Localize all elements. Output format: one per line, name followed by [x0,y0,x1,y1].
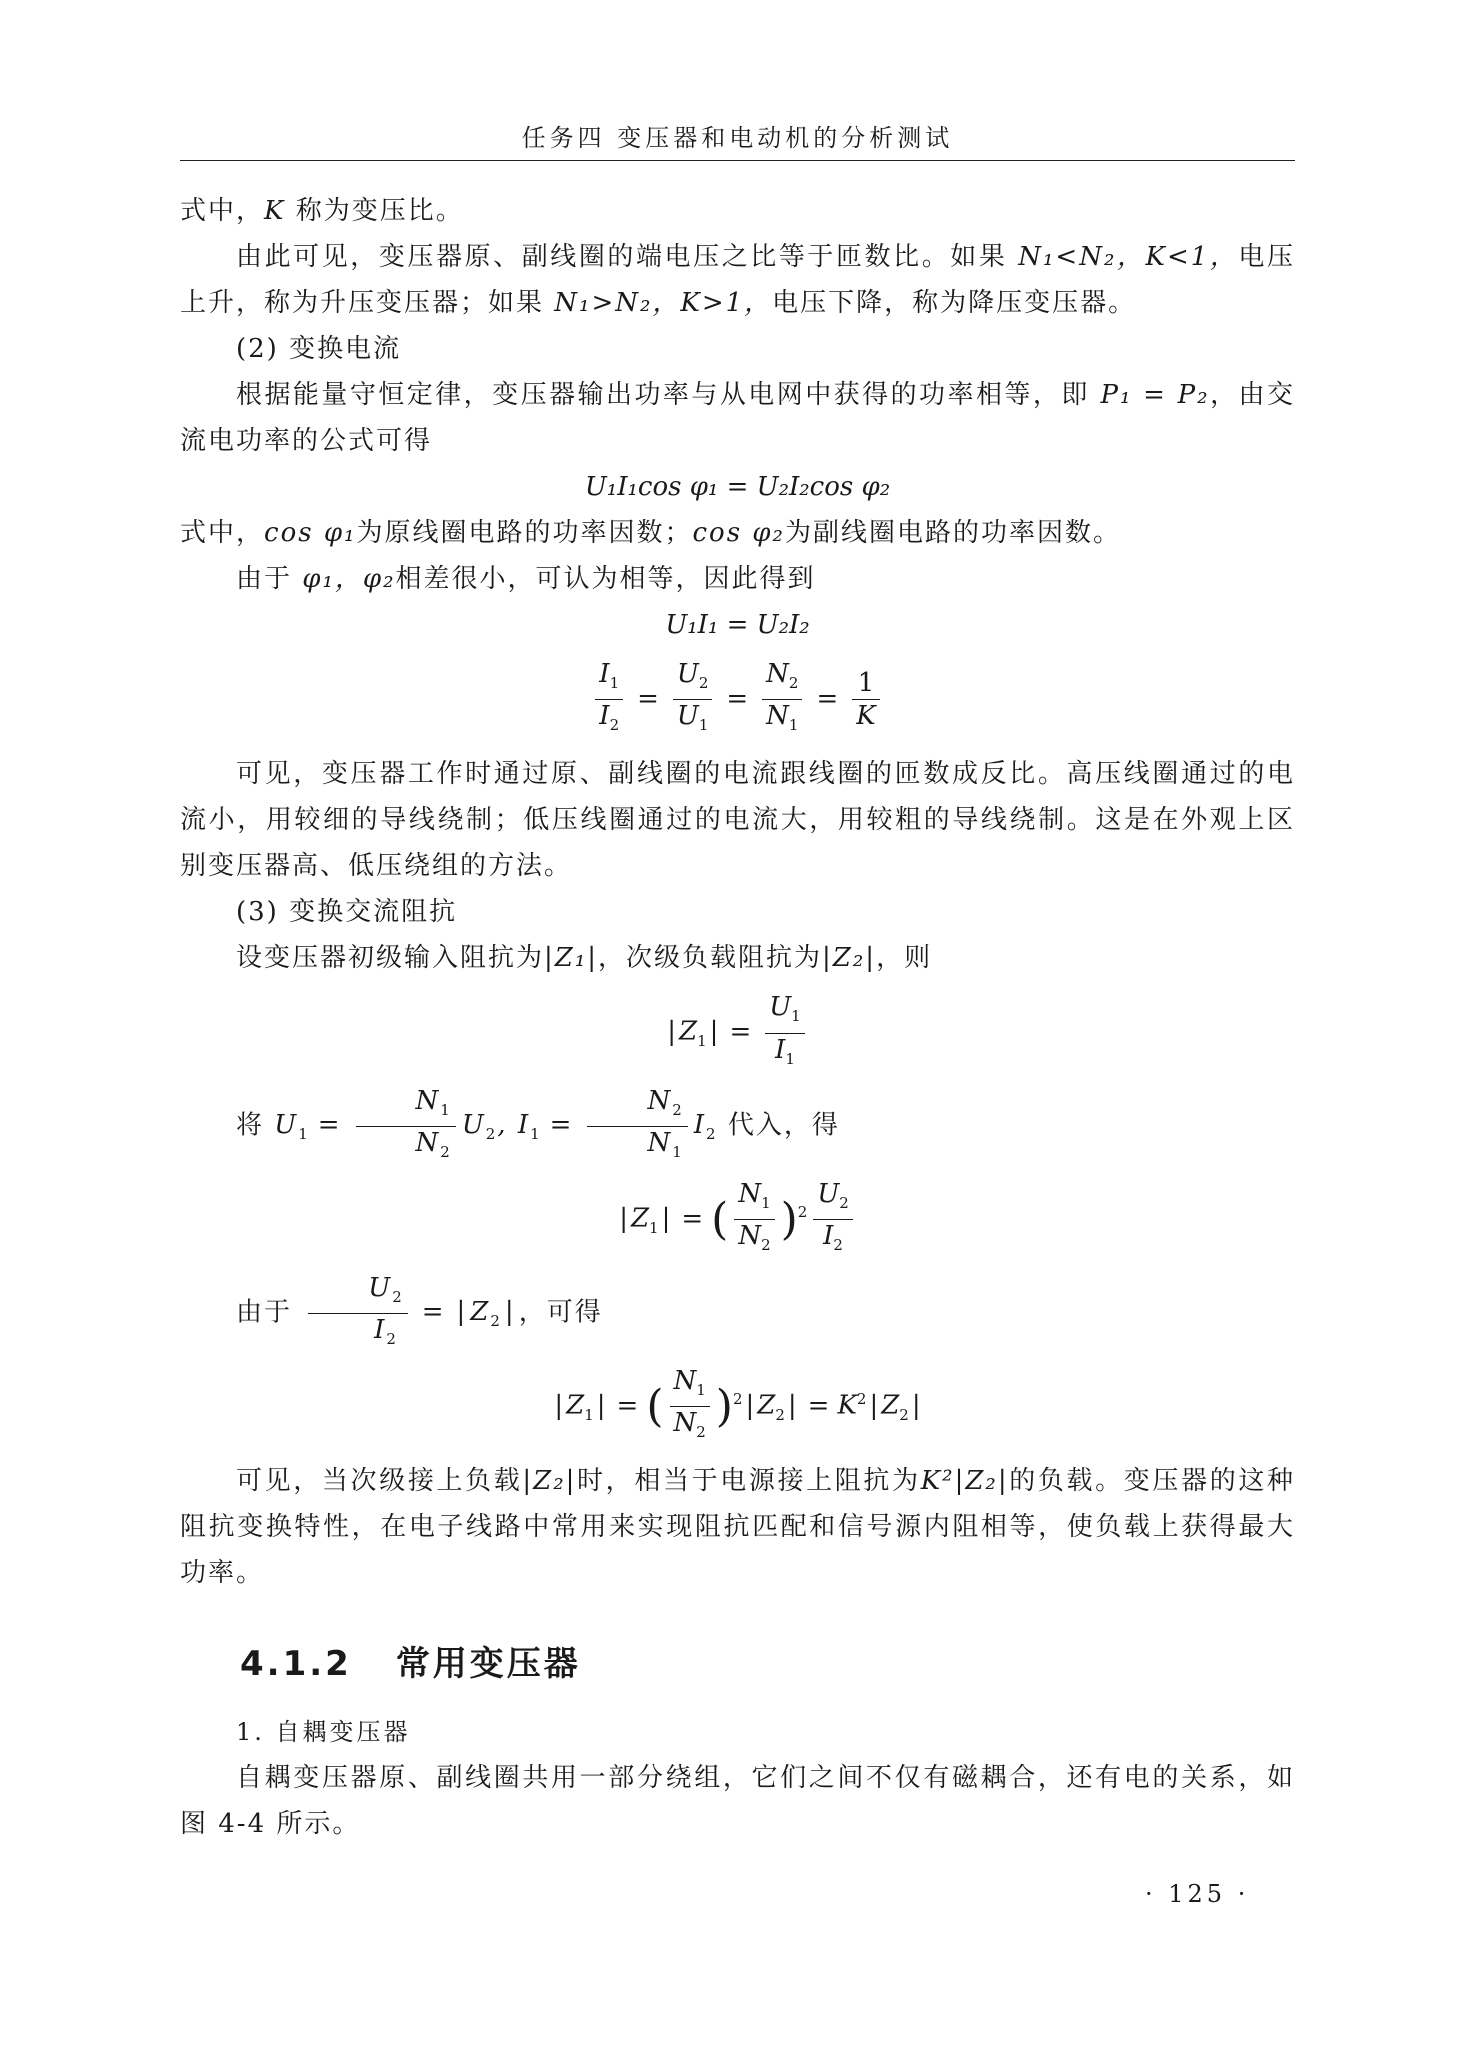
text: 电压下降，称为降压变压器。 [772,288,1137,318]
text: 的负载。变压器的这种阻抗变换特性，在电子线路中常用来实现阻抗匹配和信号源内阻相等，使负载上获得最大功率。 [180,1466,1295,1589]
fraction: $\frac{U_2}{U_1}$ [673,658,712,741]
text: 相差很小，可认为相等，因此得到 [395,564,816,594]
math-inline: cos φ₂ [692,518,785,548]
subheading-impedance: (3) 变换交流阻抗 [236,897,458,928]
math-inline: cos φ₁ [264,518,357,548]
paragraph-impedance-setup [180,935,1295,981]
equation-z1-def: | $Z_1$ | = $\frac{U_1}{I_1}$ [180,991,1295,1074]
main-content [180,188,1295,1847]
math-inline: φ₁，φ₂ [302,564,396,594]
page-number: · 125 · [1145,1880,1250,1908]
text: 可见，当次级接上负载 [236,1466,523,1497]
text: 代入，得 [717,1110,840,1141]
equation-current-ratio: $\frac{I_1}{I_2}$ = $\frac{U_2}{U_1}$ = $\frac{N_2}{N_1}$ = $\frac{1}{K}$ [180,658,1295,741]
section-number: 4.1.2 [240,1644,352,1685]
text: 由于 [236,1297,303,1328]
text: 电压上升，称为升压变压器；如果 [180,242,1295,318]
math-inline: N₁>N₂，K>1， [554,288,773,318]
section-title: 常用变压器 [395,1644,581,1685]
text: 由此可见，变压器原、副线圈的端电压之比等于匝数比。如果 [236,242,1019,272]
fraction: $\frac{N_2}{N_1}$ [762,658,802,741]
equation-z1-transformed: | $Z_1$ | = ( $\frac{N_1}{N_2}$ )$^2$ $\frac{U_2}{I_2}$ [180,1178,1295,1261]
text: ，由交流电功率的公式可得 [180,380,1295,456]
subheading-current: (2) 变换电流 [236,334,402,364]
section-heading [240,1636,1295,1685]
math-inline: |Z₁| [544,943,599,974]
header-rule [180,160,1295,161]
math-var: K [264,196,286,226]
text: ，则 [876,943,933,974]
equation-ui: U₁I₁ = U₂I₂ [665,610,810,640]
text: ，次级负载阻抗为 [598,943,823,974]
paragraph-substitute: 将 $U_1$ = $\frac{N_1}{N_2}$ $U_2$, $I_1$ = $\frac{N_2}{N_1}$ $I_2$ 代入，得 [236,1085,840,1162]
fraction: $\frac{I_1}{I_2}$ [595,658,623,741]
text: 由于 [236,564,303,594]
fraction-denominator: K [856,701,876,732]
math-inline: N₁<N₂，K<1， [1018,242,1239,272]
equation-power: U₁I₁cos φ₁ = U₂I₂cos φ₂ [584,472,891,502]
paragraph-impedance-conclusion [180,1458,1295,1596]
paragraph-since: 由于 $\frac{U_2}{I_2}$ = | $Z_2$ | ，可得 [236,1272,603,1348]
math-inline: K²|Z₂| [920,1466,1009,1497]
text: 为副线圈电路的功率因数。 [784,518,1121,548]
text: 设变压器初级输入阻抗为 [236,943,545,974]
equation-z1-final: | $Z_1$ | = ( $\frac{N_1}{N_2}$ )$^2$ | $Z_2$ | = $K^2$ | $Z_2$ | [554,1365,921,1442]
paragraph-phi [180,556,1295,602]
fraction [852,667,879,732]
text: 将 [236,1110,275,1141]
paragraph-power-factor [180,510,1295,556]
text: 时，相当于电源接上阻抗为 [576,1466,921,1497]
paragraph-voltage-ratio [180,234,1295,326]
text: 式中， [180,196,265,226]
paragraph-autotransformer: 自耦变压器原、副线圈共用一部分绕组，它们之间不仅有磁耦合，还有电的关系，如图 4-4 所示。 [180,1763,1295,1840]
paragraph-k-definition [180,188,1295,234]
running-head: 任务四 变压器和电动机的分析测试 [521,124,954,152]
text: 式中， [180,518,265,548]
math-inline: |Z₂| [822,943,877,974]
fraction-numerator: 1 [852,667,879,700]
paragraph-current-conclusion: 可见，变压器工作时通过原、副线圈的电流跟线圈的匝数成反比。高压线圈通过的电流小，用较细的导线绕制；低压线圈通过的电流大，用较粗的导线绕制。这是在外观上区别变压器高、低压绕组的方法。 [180,759,1295,882]
item-autotransformer: 1. 自耦变压器 [236,1718,411,1747]
math-inline: |Z₂| [522,1466,577,1497]
math-inline: P₁ = P₂ [1100,380,1210,410]
text: 称为变压比。 [285,196,464,226]
text: ，可得 [518,1297,603,1328]
text: 为原线圈电路的功率因数； [356,518,693,548]
text: 根据能量守恒定律，变压器输出功率与从电网中获得的功率相等，即 [236,380,1101,410]
paragraph-power [180,372,1295,464]
